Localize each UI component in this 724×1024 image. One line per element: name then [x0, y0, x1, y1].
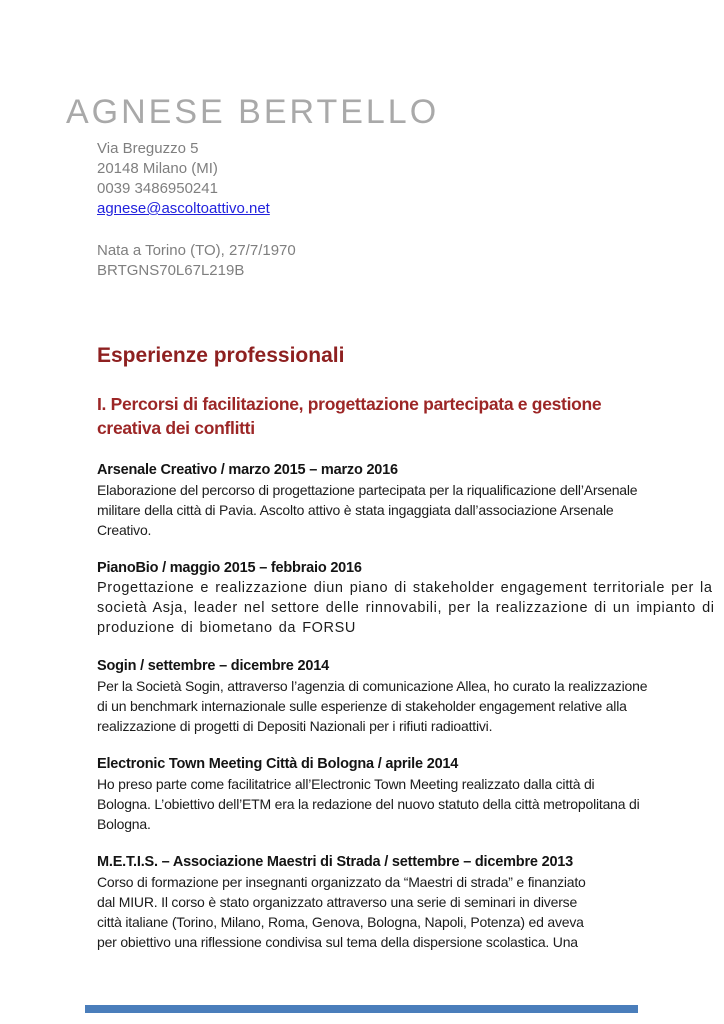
experience-entry — [97, 656, 724, 736]
experience-title: PianoBio / maggio 2015 – febbraio 2016 — [97, 560, 362, 576]
experience-body-line: produzione di biometano da FORSU — [97, 620, 356, 636]
experience-body-line: Creativo. — [97, 522, 152, 538]
experience-body-line: Corso di formazione per insegnanti organizzato da “Maestri di strada” e finanziato — [97, 874, 586, 890]
experience-body-line: Progettazione e realizzazione diun piano di stakeholder engagement territoriale per la — [97, 580, 713, 596]
section-title: Esperienze professionali — [97, 344, 345, 367]
address-line-2: 20148 Milano (MI) — [97, 160, 218, 177]
birth-block — [97, 241, 724, 281]
person-name: AGNESE BERTELLO — [66, 93, 440, 131]
subsection-title-line: I. Percorsi di facilitazione, progettazione partecipata e gestione — [97, 394, 602, 414]
experience-body-line: per obiettivo una riflessione condivisa sul tema della dispersione scolastica. Una — [97, 934, 578, 950]
contact-block — [97, 139, 724, 219]
subsection-title-line: creativa dei conflitti — [97, 418, 255, 438]
birth-line: Nata a Torino (TO), 27/7/1970 — [97, 242, 296, 259]
experience-title: Sogin / settembre – dicembre 2014 — [97, 658, 329, 674]
experience-body-line: società Asja, leader nel settore delle rinnovabili, per la realizzazione di un impianto di — [97, 600, 715, 616]
email-link[interactable]: agnese@ascoltoattivo.net — [97, 200, 270, 217]
subsection-title — [97, 392, 724, 440]
experience-list — [97, 460, 724, 952]
experience-entry — [97, 754, 724, 834]
fiscal-code: BRTGNS70L67L219B — [97, 262, 245, 279]
experience-entry — [97, 460, 724, 540]
phone-number: 0039 3486950241 — [97, 180, 218, 197]
experience-body-line: città italiane (Torino, Milano, Roma, Genova, Bologna, Napoli, Potenza) ed aveva — [97, 914, 584, 930]
experience-title: Arsenale Creativo / marzo 2015 – marzo 2016 — [97, 462, 398, 478]
experience-body-line: di un benchmark internazionale sulle esperienze di stakeholder engagement relative alla — [97, 698, 627, 714]
experience-body-line: realizzazione di progetti di Depositi Nazionali per i rifiuti radioattivi. — [97, 718, 493, 734]
experience-body-line: militare della città di Pavia. Ascolto attivo è stata ingaggiata dall’associazione Arsenale — [97, 502, 614, 518]
experience-body-line: dal MIUR. Il corso è stato organizzato attraverso una serie di seminari in diverse — [97, 894, 578, 910]
experience-body-line: Ho preso parte come facilitatrice all’Electronic Town Meeting realizzato dalla città di — [97, 776, 595, 792]
address-line-1: Via Breguzzo 5 — [97, 140, 199, 157]
experience-entry — [97, 558, 724, 638]
experience-body-line: Bologna. L’obiettivo dell’ETM era la redazione del nuovo statuto della città metropolitana di — [97, 796, 640, 812]
experience-title: M.E.T.I.S. – Associazione Maestri di Strada / settembre – dicembre 2013 — [97, 854, 574, 870]
experience-body-line: Elaborazione del percorso di progettazione partecipata per la riqualificazione dell’Arsenale — [97, 482, 638, 498]
experience-body-line: Per la Società Sogin, attraverso l’agenzia di comunicazione Allea, ho curato la realizzazione — [97, 678, 648, 694]
experience-entry — [97, 852, 724, 952]
bottom-blue-divider — [85, 1005, 638, 1013]
experience-body-line: Bologna. — [97, 816, 151, 832]
experience-title: Electronic Town Meeting Città di Bologna / aprile 2014 — [97, 756, 459, 772]
